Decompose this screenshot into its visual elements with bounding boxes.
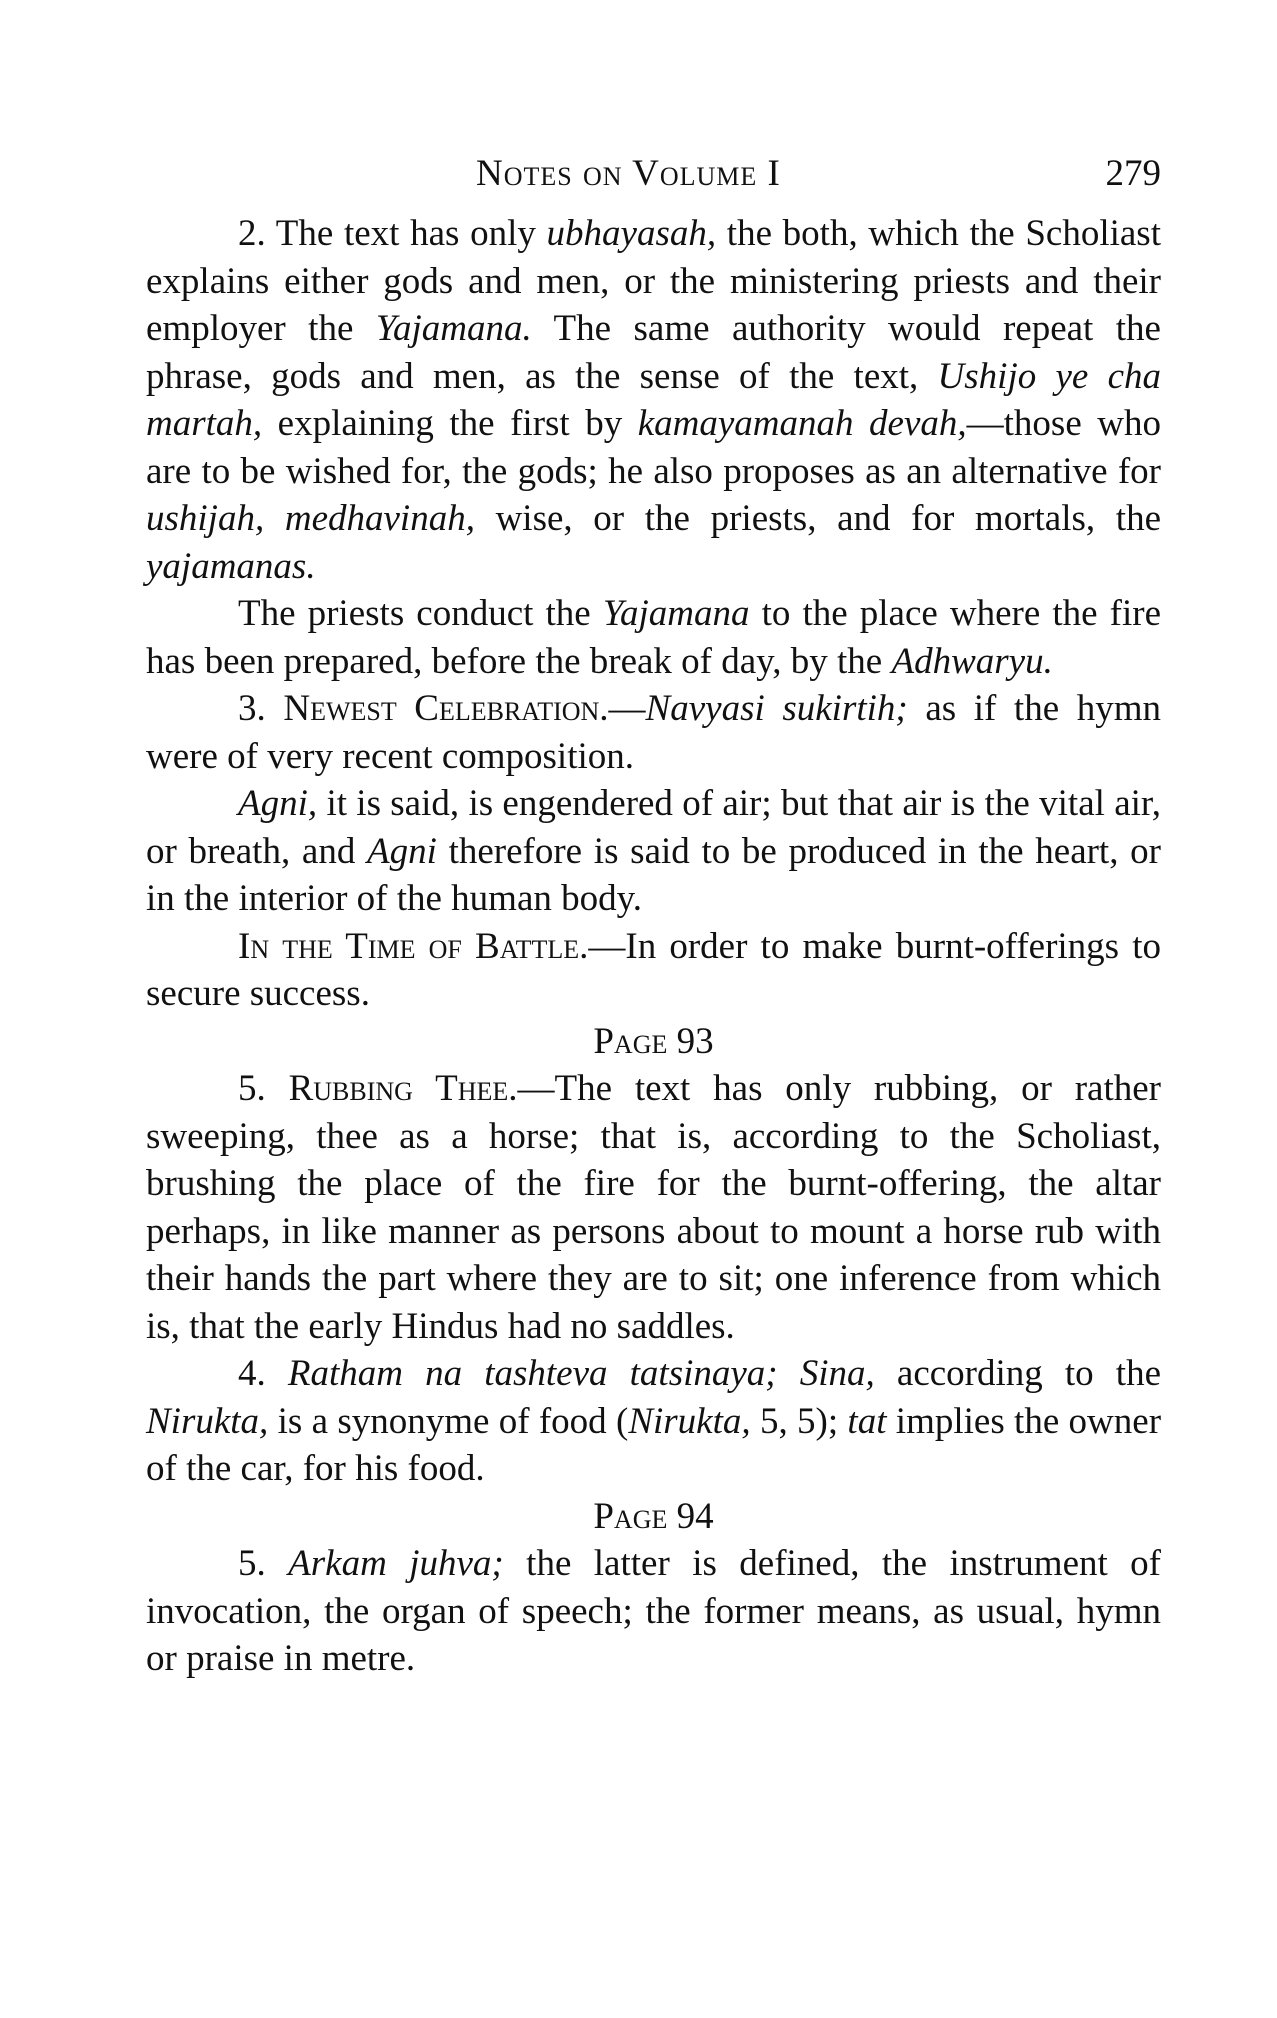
text-run: —those who are to be wished for, the gods; he also proposes as an alternative for	[146, 403, 1161, 492]
paragraph	[146, 923, 1161, 1018]
paragraph	[146, 590, 1161, 685]
small-caps-heading: Rubbing Thee.	[288, 1068, 518, 1109]
running-title: Notes on Volume I	[476, 153, 781, 194]
text-run: The same authority would repeat the phrase, gods and men, as the sense of the text,	[146, 308, 1161, 397]
text-run: wise, or the priests, and for mortals, the	[474, 498, 1161, 539]
text-run: the both, which the Scholiast explains either gods and men, or the ministering priests and their employer the	[146, 213, 1161, 349]
small-caps-heading: Newest Celebration.	[283, 688, 609, 729]
italic-term: ubhayasah,	[546, 213, 717, 254]
paragraph	[146, 1065, 1161, 1350]
paragraph	[146, 1350, 1161, 1493]
italic-term: kamayamanah devah,	[637, 403, 967, 444]
text-run: —The text has only rubbing, or rather sweeping, thee as a horse; that is, according to the Scholiast, brushing the place of the fire for the burnt-offering, the altar perhaps, in like manner as persons about to mount a horse rub with their hands the part where they are to sit; one inference from which is, that the early Hindus had no saddles.	[146, 1068, 1161, 1347]
italic-term: Agni	[367, 830, 437, 872]
text-run: 5.	[238, 1068, 289, 1109]
text-run: —	[608, 688, 646, 729]
italic-term: yajamanas.	[146, 545, 316, 587]
text-run: as if the hymn were of very recent composition.	[146, 688, 1161, 777]
text-run: 5, 5);	[750, 1400, 848, 1442]
paragraph	[146, 1540, 1161, 1683]
text-run: the latter is defined, the instrument of invocation, the organ of speech; the former means, as usual, hymn or praise in metre.	[146, 1543, 1161, 1679]
italic-term: Agni,	[238, 783, 318, 824]
section-heading	[146, 1018, 1161, 1066]
italic-term: Nirukta,	[628, 1400, 751, 1442]
text-run: 4.	[238, 1353, 288, 1394]
italic-term: Arkam juhva;	[288, 1543, 504, 1584]
italic-term: Nirukta,	[146, 1400, 269, 1442]
page	[146, 150, 1161, 1683]
text-run: it is said, is engendered of air; but that air is the vital air, or breath, and	[146, 783, 1161, 872]
paragraph	[146, 780, 1161, 923]
text-run: 2. The text has only	[238, 213, 547, 254]
paragraph	[146, 210, 1161, 590]
text-run: 3.	[238, 688, 284, 729]
body-text	[146, 210, 1161, 1683]
text-run: according to the	[874, 1353, 1161, 1394]
italic-term: Yajamana	[602, 593, 750, 634]
italic-term: ushijah, medhavinah,	[146, 498, 475, 539]
page-number: 279	[1105, 153, 1161, 194]
italic-term: Ratham na tashteva tatsinaya; Sina,	[287, 1353, 875, 1394]
text-run: The priests conduct the	[238, 593, 603, 634]
italic-term: Yajamana.	[375, 308, 532, 349]
text-run: therefore is said to be produced in the heart, or in the interior of the human body.	[146, 830, 1161, 919]
text-run: to the place where the fire has been prepared, before the break of day, by the	[146, 593, 1161, 682]
text-run: explaining the first by	[262, 403, 638, 444]
text-run: Page 94	[593, 1495, 714, 1537]
italic-term: Adhwaryu.	[891, 640, 1053, 682]
text-run: —In order to make burnt-offerings to secure success.	[146, 925, 1161, 1014]
italic-term: Ushijo ye cha martah,	[146, 355, 1161, 444]
italic-term: Navyasi sukirtih;	[645, 688, 908, 729]
small-caps-heading: In the Time of Battle.	[238, 925, 589, 967]
paragraph	[146, 685, 1161, 780]
italic-term: tat	[847, 1400, 887, 1442]
text-run: 5.	[238, 1543, 289, 1584]
section-heading	[146, 1493, 1161, 1541]
text-run: Page 93	[593, 1020, 714, 1062]
text-run: implies the owner of the car, for his food.	[146, 1400, 1162, 1489]
text-run: is a synonyme of food (	[268, 1400, 629, 1442]
running-header	[146, 150, 1161, 198]
